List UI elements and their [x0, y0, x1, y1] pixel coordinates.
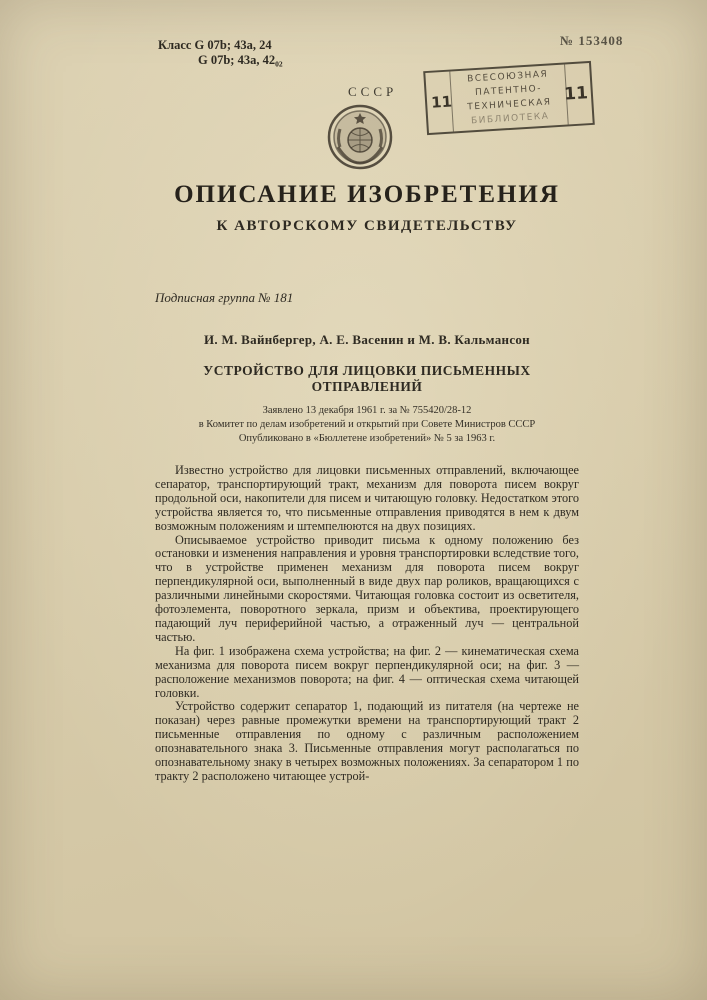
- invention-title: УСТРОЙСТВО ДЛЯ ЛИЦОВКИ ПИСЬМЕННЫХ ОТПРАВЛЕНИЙ: [203, 363, 531, 394]
- classification-line-2: G 07b; 43a, 42₀₂: [198, 53, 283, 67]
- stamp-number-left: 11: [430, 92, 453, 112]
- committee-line: в Комитет по делам изобретений и открытий при Совете Министров СССР: [198, 419, 536, 430]
- classification-line-1: Класс G 07b; 43a, 24: [158, 38, 272, 52]
- body-text: [155, 464, 579, 784]
- filing-info: [155, 404, 579, 446]
- document-number: № 153408: [560, 33, 624, 48]
- document-title: ОПИСАНИЕ ИЗОБРЕТЕНИЯ: [174, 181, 560, 208]
- paragraph-4: Устройство содержит сепаратор 1, подающий из питателя (на чертеже не показан) через равные промежутки времени на транспортирующий тракт 2 письменные отправления по одному с различным расположением опознавательного знака 3. Письменные отправления могут располагаться по опознавательному знаку в четырех возможных положениях. За сепаратором 1 по тракту 2 расположено читающее устрой-: [155, 699, 579, 783]
- stamp-line-1: ВСЕСОЮЗНАЯ: [466, 69, 549, 85]
- document-content: [155, 0, 579, 784]
- country-label: СССР: [348, 84, 398, 99]
- authors-line: И. М. Вайнбергер, А. Е. Васенин и М. В. Кальмансон: [204, 332, 530, 347]
- stamp-line-3: ТЕХНИЧЕСКАЯ: [467, 97, 552, 113]
- paragraph-3: На фиг. 1 изображена схема устройства; на фиг. 2 — кинематическая схема механизма для поворота писем вокруг перпендикулярной оси; на фиг. 3 — расположение механизмов поворота; на фиг. 4 — оптическая схема читающей головки.: [155, 643, 579, 700]
- filed-line: Заявлено 13 декабря 1961 г. за № 755420/28-12: [262, 405, 472, 416]
- paragraph-1: Известно устройство для лицовки письменных отправлений, включающее сепаратор, транспортирующий тракт, механизм для поворота писем вокруг продольной оси, накопители для писем и читающую головку. Недостатком этого устройства является то, что письменные отправления приводятся в нем к двум возможным положениям и штемпелюются на двух позициях.: [155, 463, 579, 533]
- paragraph-2: Описываемое устройство приводит письма к одному положению без остановки и изменения направления и уровня транспортировки вследствие того, что в устройстве применен механизм для поворота писем вокруг перпендикулярной оси, выполненный в виде двух пар роликов, вращающихся с различными линейными скоростями. Читающая головка состоит из осветителя, фотоэлемента, поворотного зеркала, призм и объектива, проектирующего падающий луч периферийной частью, а отраженный луч — центральной частью.: [155, 532, 579, 644]
- document-subtitle: К АВТОРСКОМУ СВИДЕТЕЛЬСТВУ: [216, 218, 518, 234]
- stamp-line-2: ПАТЕНТНО-: [474, 84, 543, 99]
- stamp-number-right: 11: [563, 83, 589, 105]
- published-line: Опубликовано в «Бюллетене изобретений» № 5 за 1963 г.: [238, 433, 496, 444]
- subscription-group: Подписная группа № 181: [155, 290, 294, 305]
- stamp-line-4: БИБЛИОТЕКА: [470, 111, 550, 126]
